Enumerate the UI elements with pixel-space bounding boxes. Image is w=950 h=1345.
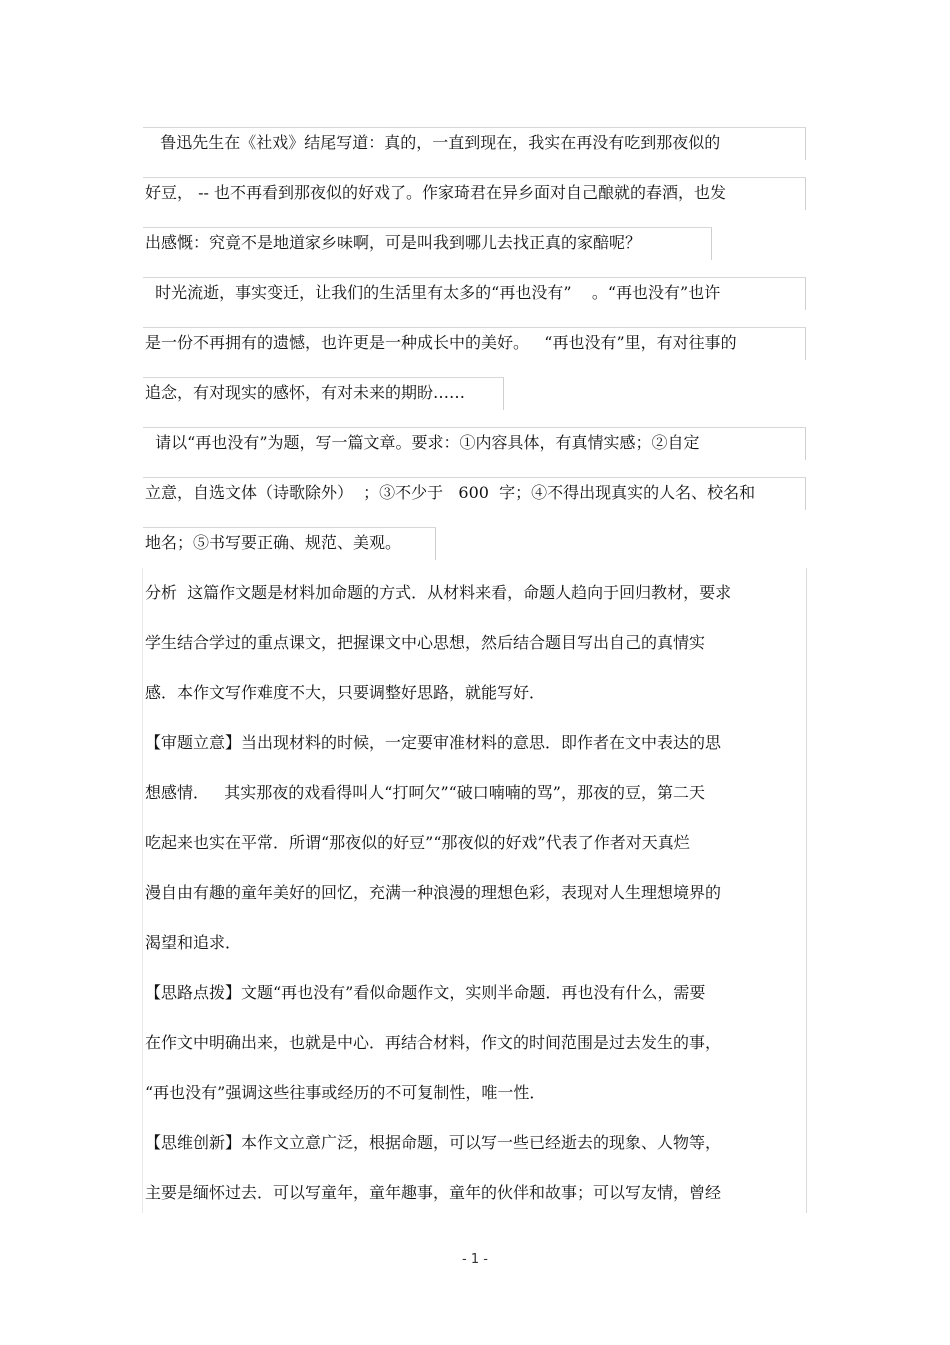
- page-number: - 1 -: [462, 1252, 488, 1267]
- prompt-line: 立意，自选文体（诗歌除外） ；③不少于 600 字；④不得出现真实的人名、校名和: [145, 483, 756, 502]
- analysis-line: 渴望和追求．: [145, 933, 242, 952]
- material-line: 时光流逝，事实变迁，让我们的生活里有太多的“再也没有” 。“再也没有”也许: [145, 283, 721, 302]
- analysis-line: 吃起来也实在平常．所谓“那夜似的好豆”“那夜似的好戏”代表了作者对天真烂: [145, 833, 690, 852]
- analysis-line: 漫自由有趣的童年美好的回忆，充满一种浪漫的理想色彩，表现对人生理想境界的: [145, 883, 722, 902]
- analysis-line: 在作文中明确出来，也就是中心．再结合材料，作文的时间范围是过去发生的事，: [145, 1033, 722, 1052]
- analysis-line: 分析 这篇作文题是材料加命题的方式．从材料来看，命题人趋向于回归教材，要求: [145, 583, 732, 602]
- analysis-line: 【思路点拨】文题“再也没有”看似命题作文，实则半命题．再也没有什么，需要: [145, 983, 706, 1002]
- analysis-left-rule: [142, 568, 143, 1213]
- material-line: 是一份不再拥有的遗憾，也许更是一种成长中的美好。 “再也没有”里，有对往事的: [145, 333, 737, 352]
- analysis-line: “再也没有”强调这些往事或经历的不可复制性，唯一性．: [145, 1083, 546, 1102]
- analysis-line: 【思维创新】本作文立意广泛，根据命题，可以写一些已经逝去的现象、人物等，: [145, 1133, 722, 1152]
- analysis-line: 想感情． 其实那夜的戏看得叫人“打呵欠”“破口喃喃的骂”，那夜的豆，第二天: [145, 783, 705, 802]
- material-line: 鲁迅先生在《社戏》结尾写道：真的，一直到现在，我实在再没有吃到那夜似的: [145, 133, 721, 152]
- analysis-line: 主要是缅怀过去．可以写童年，童年趣事，童年的伙伴和故事；可以写友情，曾经: [145, 1183, 722, 1202]
- material-line: 追念，有对现实的感怀，有对未来的期盼……: [145, 383, 466, 402]
- prompt-line: 请以“再也没有”为题，写一篇文章。要求：①内容具体，有真情实感；②自定: [145, 433, 700, 452]
- material-line: 出感慨：究竟不是地道家乡味啊，可是叫我到哪儿去找正真的家醅呢？: [145, 233, 642, 252]
- prompt-line: 地名；⑤书写要正确、规范、美观。: [145, 533, 402, 552]
- analysis-line: 感．本作文写作难度不大，只要调整好思路，就能写好．: [145, 683, 546, 702]
- analysis-line: 学生结合学过的重点课文，把握课文中心思想，然后结合题目写出自己的真情实: [145, 633, 706, 652]
- analysis-right-rule: [806, 568, 807, 1213]
- material-line: 好豆， -- 也不再看到那夜似的好戏了。作家琦君在异乡面对自己酿就的春酒，也发: [145, 183, 726, 202]
- analysis-line: 【审题立意】当出现材料的时候，一定要审准材料的意思．即作者在文中表达的思: [145, 733, 722, 752]
